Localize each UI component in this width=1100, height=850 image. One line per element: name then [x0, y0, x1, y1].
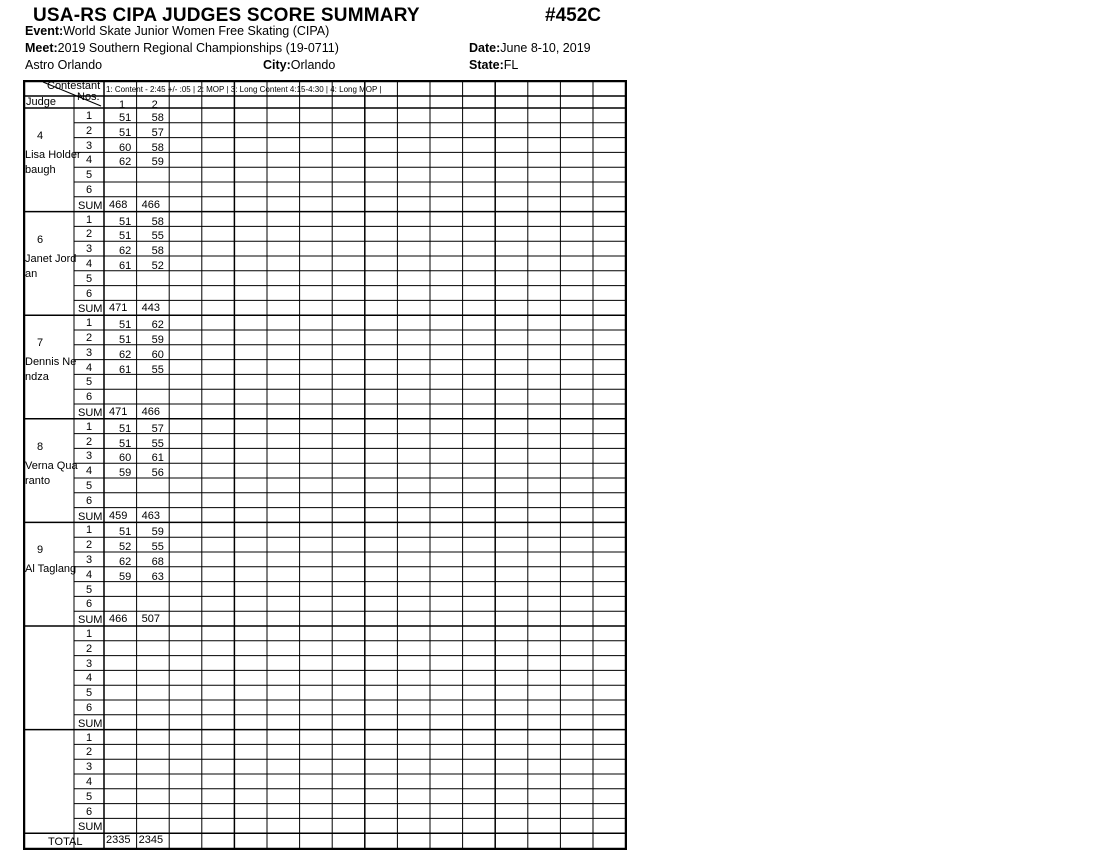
event-label: Event: [25, 24, 60, 38]
meet-value: 2019 Southern Regional Championships (19-0711): [57, 41, 339, 55]
element-number: 5: [86, 169, 93, 182]
score-cell: 51: [119, 230, 132, 243]
score-cell: 59: [151, 156, 164, 169]
judge-sum: 471: [109, 302, 128, 315]
judge-sum: 507: [141, 613, 160, 626]
element-number: 1: [86, 317, 93, 330]
judge-name: Dennis Nendza: [25, 356, 77, 384]
score-cell: 51: [119, 319, 132, 332]
judge-sum: 471: [109, 406, 128, 418]
score-cell: 51: [119, 422, 132, 435]
score-cell: 59: [119, 570, 132, 583]
form-number: #452C: [545, 5, 601, 26]
score-cell: 58: [151, 215, 164, 228]
meet-label: Meet: [25, 41, 54, 55]
element-number: 1: [86, 628, 93, 640]
score-cell: 56: [151, 467, 164, 480]
score-cell: 52: [119, 541, 132, 554]
rink-name: Astro Orlando: [25, 58, 103, 72]
sum-label: SUM: [78, 407, 103, 419]
date-value: June 8-10, 2019: [500, 41, 591, 55]
grid-lines: [23, 80, 627, 850]
city-label: City: [263, 58, 287, 72]
score-cell: 59: [119, 467, 132, 480]
score-cell: 62: [119, 556, 132, 568]
score-cell: 55: [151, 363, 164, 376]
judge-number: 6: [37, 233, 44, 246]
element-number: 1: [86, 731, 93, 744]
contestant-number: 1: [119, 99, 126, 111]
judge-name: Al Taglang: [25, 563, 77, 576]
score-cell: 51: [119, 334, 132, 346]
element-number: 3: [86, 761, 93, 774]
element-number: 6: [86, 702, 93, 714]
element-number: 4: [86, 361, 93, 374]
element-number: 4: [86, 465, 93, 478]
judge-sum: 466: [141, 198, 160, 211]
element-number: 6: [86, 184, 93, 196]
element-number: 2: [86, 435, 93, 448]
element-number: 5: [86, 687, 93, 700]
contestant-number: 2: [151, 99, 158, 111]
score-cell: 51: [119, 112, 132, 124]
event-line: Event:World Skate Junior Women Free Skating (CIPA): [25, 24, 330, 38]
score-cell: 62: [119, 156, 132, 169]
element-number: 6: [86, 598, 93, 611]
element-number: 1: [86, 420, 93, 433]
score-cell: 55: [151, 437, 164, 450]
sum-label: SUM: [78, 717, 103, 730]
element-number: 6: [86, 391, 93, 404]
judge-name: Lisa Holderbaugh: [25, 149, 81, 176]
state-value: FL: [503, 58, 519, 72]
score-cell: 61: [151, 452, 164, 465]
element-number: 3: [86, 346, 93, 359]
city-line: City:Orlando: [263, 58, 336, 72]
element-number: 3: [86, 657, 93, 670]
element-number: 1: [86, 524, 93, 537]
score-cell: 55: [151, 541, 164, 554]
element-number: 4: [86, 568, 93, 581]
score-cell: 59: [151, 334, 164, 346]
element-number: 6: [86, 805, 93, 818]
criteria-legend: 1: Content - 2:45 +/- :05 | 2: MOP | 3: Long Content 4:15-4:30 | 4: Long MOP |: [106, 85, 382, 94]
score-cell: 57: [151, 422, 164, 435]
event-value: World Skate Junior Women Free Skating (CIPA): [63, 24, 330, 38]
score-cell: 62: [119, 348, 132, 361]
score-cell: 58: [151, 112, 164, 124]
element-number: 3: [86, 554, 93, 566]
element-number: 6: [86, 494, 93, 507]
score-cell: 68: [151, 556, 164, 568]
judge-sum: 463: [141, 509, 160, 522]
element-number: 2: [86, 228, 93, 241]
element-number: 4: [86, 776, 93, 788]
score-cell: 61: [119, 363, 132, 376]
judge-number: 7: [37, 337, 44, 350]
score-cell: 63: [151, 570, 164, 583]
element-number: 3: [86, 450, 93, 463]
contestant-total: 2345: [138, 834, 164, 847]
judge-sum: 459: [109, 509, 128, 522]
element-number: 5: [86, 376, 93, 389]
corner-contestant-label: Contestant: [47, 80, 101, 92]
score-cell: 51: [119, 437, 132, 450]
element-number: 6: [86, 287, 93, 300]
element-number: 1: [86, 110, 93, 122]
date-label: Date: [469, 41, 497, 55]
element-number: 3: [86, 139, 93, 152]
score-cell: 52: [151, 260, 164, 272]
element-number: 5: [86, 480, 93, 492]
element-number: 4: [86, 672, 93, 685]
judge-name: Janet Jordan: [25, 252, 77, 280]
judge-number: 9: [37, 544, 44, 557]
score-cell: 51: [119, 215, 132, 228]
score-cell: 57: [151, 126, 164, 139]
score-cell: 58: [151, 245, 164, 258]
element-number: 2: [86, 746, 93, 759]
score-cell: 60: [119, 452, 132, 465]
state-line: State:FL: [469, 58, 519, 72]
element-number: 2: [86, 124, 93, 137]
score-grid: [23, 80, 627, 850]
score-cell: 55: [151, 230, 164, 243]
element-number: 4: [86, 258, 93, 270]
judge-number: 8: [37, 440, 44, 453]
score-cell: 58: [151, 141, 164, 154]
score-cell: 51: [119, 526, 132, 539]
score-cell: 60: [119, 141, 132, 154]
city-value: Orlando: [290, 58, 336, 72]
element-number: 5: [86, 583, 93, 596]
score-cell: 59: [151, 526, 164, 539]
score-cell: 51: [119, 126, 132, 139]
element-number: 3: [86, 243, 93, 256]
state-label: State: [469, 58, 500, 72]
sum-label: SUM: [78, 303, 103, 316]
score-cell: 62: [119, 245, 132, 258]
judge-name: Verna Quaranto: [25, 459, 78, 487]
element-number: 5: [86, 272, 93, 285]
score-cell: 62: [151, 319, 164, 332]
judge-number: 4: [37, 130, 44, 142]
element-number: 2: [86, 332, 93, 344]
judge-sum: 466: [141, 406, 160, 418]
element-number: 1: [86, 213, 93, 226]
contestant-total: 2335: [106, 834, 131, 847]
corner-nos-label: Nos.: [77, 91, 100, 103]
sum-label: SUM: [78, 821, 103, 834]
element-number: 2: [86, 642, 93, 655]
judge-sum: 466: [109, 613, 128, 626]
score-cell: 61: [119, 260, 132, 272]
corner-judge-label: Judge: [26, 96, 56, 108]
element-number: 5: [86, 790, 93, 803]
sum-label: SUM: [78, 614, 103, 627]
sum-label: SUM: [78, 199, 103, 212]
sum-label: SUM: [78, 510, 103, 523]
date-line: Date:June 8-10, 2019: [469, 41, 591, 55]
meet-line: Meet:2019 Southern Regional Championships (19-0711): [25, 41, 339, 55]
judge-sum: 443: [141, 302, 160, 315]
element-number: 4: [86, 154, 93, 167]
total-label: TOTAL: [48, 836, 83, 849]
element-number: 2: [86, 539, 93, 552]
judge-sum: 468: [109, 198, 128, 211]
score-cell: 60: [151, 348, 164, 361]
sheet-title: USA-RS CIPA JUDGES SCORE SUMMARY: [33, 5, 420, 26]
